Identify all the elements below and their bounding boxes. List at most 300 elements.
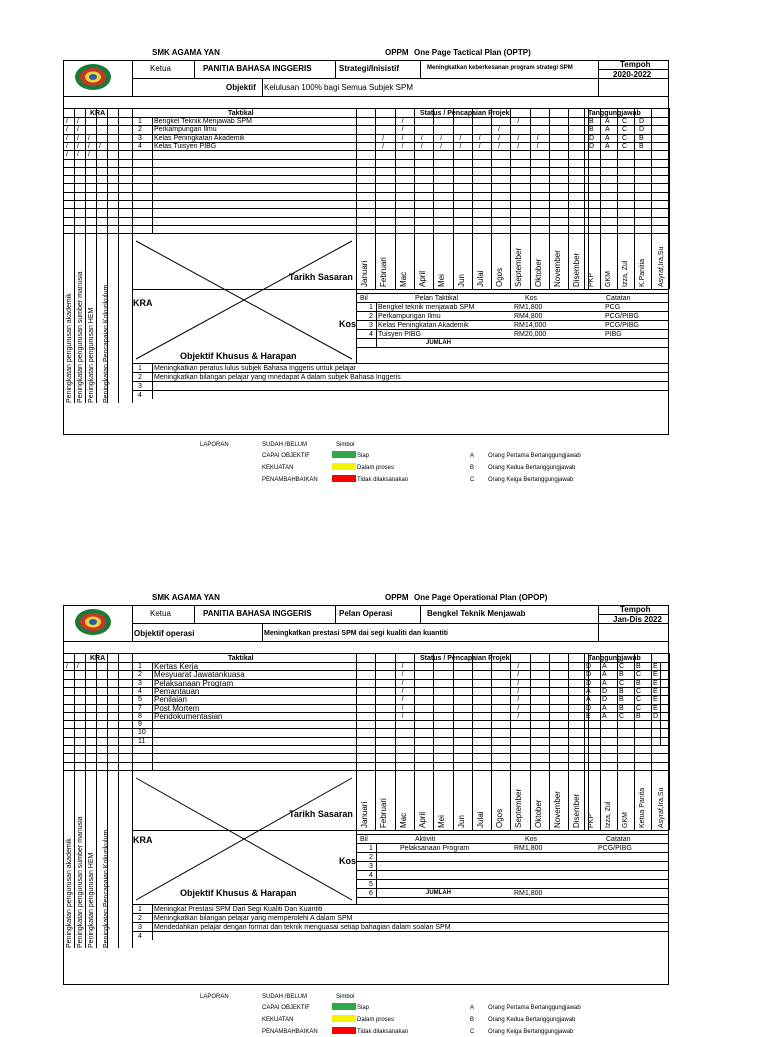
month-label: Januari <box>360 801 369 828</box>
v-line <box>568 233 569 289</box>
resp-person-label: Izza, Zul <box>605 801 612 828</box>
h-line <box>356 879 669 880</box>
kra-mark: / <box>77 151 79 159</box>
resp-mark: E <box>653 696 658 704</box>
cost-no: 1 <box>369 304 373 312</box>
strategy-value: Bengkel Teknik Menjawab <box>427 609 526 618</box>
objective-text: Mendedahkan pelajar dengan format dan teknik menguasai setiap bahagian dalam soalan SPM <box>154 923 451 931</box>
grid-row-line <box>63 737 669 738</box>
resp-person-label: GKM <box>622 811 629 828</box>
resp-mark: C <box>619 663 625 670</box>
month-mark: / <box>517 687 520 695</box>
tanggung-header: Tanggungjawab <box>588 110 641 117</box>
v-line <box>453 653 454 770</box>
kra-mark: / <box>77 142 79 150</box>
month-mark: / <box>517 118 520 125</box>
legend-simbol: Simbol <box>336 442 355 448</box>
v-line <box>376 302 377 347</box>
taktikal-header: Taktikal <box>228 655 254 662</box>
v-line <box>433 770 434 830</box>
month-mark: / <box>478 134 481 142</box>
task-name: Pemantauan <box>154 686 200 696</box>
swatch-siap <box>332 451 356 458</box>
legend-simbol: Simbol <box>336 994 355 1000</box>
h-line <box>63 96 669 97</box>
month-label: Julai <box>475 811 485 828</box>
month-mark: / <box>382 134 385 142</box>
v-line <box>414 653 415 770</box>
legend-laporan: LAPORAN <box>200 442 229 448</box>
v-line <box>194 60 195 78</box>
cost-no: 4 <box>369 331 373 339</box>
resp-mark: C <box>619 679 625 687</box>
v-line <box>118 770 119 948</box>
cost-note: PCG/PIBG <box>598 844 632 852</box>
legend-a-text: Orang Pertama Bertanggungjawab <box>488 453 581 459</box>
v-line <box>85 653 86 770</box>
grid-row-line <box>63 208 669 209</box>
resp-mark: B <box>636 679 641 687</box>
v-line <box>634 233 635 289</box>
month-label: Julai <box>475 270 485 288</box>
resp-mark: A <box>586 687 591 695</box>
h-line <box>356 888 669 889</box>
month-mark: / <box>401 679 404 687</box>
v-line <box>395 233 396 289</box>
month-mark: / <box>440 134 443 142</box>
month-mark: / <box>401 134 404 142</box>
v-line <box>472 770 473 830</box>
v-line <box>530 108 531 233</box>
v-line <box>510 233 511 289</box>
v-line <box>568 108 569 233</box>
cost-amount: RM1,800 <box>514 304 543 312</box>
tempoh-value: 2020-2022 <box>613 70 652 79</box>
resp-mark: C <box>622 142 628 150</box>
h-line <box>63 641 669 642</box>
resp-mark: C <box>622 126 628 134</box>
month-mark: / <box>401 704 404 712</box>
resp-mark: C <box>622 118 628 125</box>
v-line <box>549 108 550 233</box>
v-line <box>414 233 415 289</box>
kra-vertical-label: Peningkatan Pencapaian Kokurikulum <box>103 829 110 948</box>
month-mark: / <box>498 126 501 134</box>
resp-mark: E <box>653 671 658 679</box>
jumlah-label: JUMLAH <box>426 889 451 896</box>
kra-mark: / <box>88 142 90 150</box>
v-line <box>414 108 415 233</box>
committee-name: PANITIA BAHASA INGGERIS <box>203 609 312 618</box>
grid-row-line <box>63 217 669 218</box>
v-line <box>568 653 569 770</box>
objective-label: Objektif operasi <box>134 629 195 638</box>
month-label: November <box>553 790 562 828</box>
v-line <box>491 653 492 770</box>
v-line <box>530 770 531 830</box>
v-line <box>152 662 153 770</box>
resp-mark: D <box>586 671 592 679</box>
v-line <box>85 233 86 403</box>
legend-a-text: Orang Pertama Bertanggungjawab <box>488 1005 581 1011</box>
cost-no: 3 <box>369 862 373 870</box>
cost-name: Kelas Peningkatan Akademik <box>378 322 469 330</box>
month-label: April <box>417 271 427 288</box>
resp-mark: D <box>586 704 592 712</box>
v-line <box>588 233 589 289</box>
resp-mark: D <box>586 679 592 687</box>
v-line <box>132 108 133 233</box>
month-label: September <box>514 248 524 288</box>
cost-amount: RM4,800 <box>514 313 543 321</box>
v-line <box>634 108 635 233</box>
task-number: 1 <box>138 663 142 670</box>
kra-mark: / <box>77 118 79 125</box>
legend-penambahbaikan: PENAMBAHBAIKAN <box>262 1029 318 1035</box>
task-number: 11 <box>138 737 146 745</box>
kra-mark: / <box>66 126 68 134</box>
cost-amount: RM1,800 <box>514 844 543 852</box>
legend-tidak: Tidak dilaksanakan <box>357 1029 409 1035</box>
swatch-tidak <box>332 475 356 482</box>
status-header: Status / Pencapaian Projek <box>420 110 510 117</box>
legend-sudah: SUDAH /BELUM <box>262 994 308 1000</box>
diagram-kra-label: KRA <box>133 298 153 309</box>
resp-mark: A <box>605 142 610 150</box>
v-line <box>375 233 376 289</box>
task-name: Kertas Kerja <box>154 662 199 671</box>
v-line <box>600 770 601 830</box>
jumlah-no: 6 <box>369 889 373 897</box>
v-line <box>669 653 670 770</box>
resp-mark: A <box>602 671 607 679</box>
kra-diagram-cross <box>132 774 356 904</box>
status-header: Status / Pencapaian Projek <box>420 655 510 662</box>
kra-mark: / <box>77 134 79 142</box>
cost-name: Tuisyen PIBG <box>378 331 421 339</box>
task-number: 9 <box>138 721 142 729</box>
strategy-label: Strategi/Inisistif <box>339 64 400 73</box>
v-line <box>669 233 670 289</box>
month-label: Mac <box>398 272 408 288</box>
v-line <box>107 233 108 403</box>
legend-capai: CAPAI OBJEKTIF <box>262 1005 310 1011</box>
resp-mark: D <box>586 663 592 670</box>
grid-row-line <box>63 762 669 763</box>
month-mark: / <box>401 118 404 125</box>
resp-person-label: PKP <box>588 273 595 288</box>
v-line <box>584 770 585 830</box>
diagram-kra-label: KRA <box>133 834 153 845</box>
resp-mark: A <box>602 712 607 720</box>
legend-laporan: LAPORAN <box>200 994 229 1000</box>
plan-title: One Page Operational Plan (OPOP) <box>414 593 548 602</box>
v-line <box>335 60 336 78</box>
month-mark: / <box>517 671 520 679</box>
jumlah-value: RM1,800 <box>514 889 543 897</box>
cost-no: 3 <box>369 322 373 330</box>
v-line <box>375 108 376 233</box>
legend-proses: Dalam proses <box>357 1017 395 1023</box>
swatch-siap <box>332 1003 356 1010</box>
v-line <box>617 108 618 233</box>
resp-mark: C <box>636 696 642 704</box>
month-mark: / <box>420 142 423 150</box>
month-mark: / <box>517 142 520 150</box>
committee-name: PANITIA BAHASA INGGERIS <box>203 64 312 73</box>
cost-header: Kos <box>525 295 538 303</box>
cost-note: PCG/PIBG <box>605 322 639 330</box>
grid-row-line <box>63 167 669 168</box>
cost-header: Catatan <box>606 295 631 303</box>
objective-no: 2 <box>138 374 142 382</box>
task-number: 10 <box>138 729 146 737</box>
v-line <box>96 108 97 233</box>
objective-no: 2 <box>138 914 142 922</box>
v-line <box>600 108 601 233</box>
taktikal-header: Taktikal <box>228 110 254 117</box>
month-label: Mei <box>437 274 447 288</box>
v-line <box>85 770 86 948</box>
v-line <box>651 770 652 830</box>
resp-mark: A <box>605 126 610 134</box>
legend-b: B <box>470 1017 475 1023</box>
v-line <box>152 117 153 233</box>
task-number: 8 <box>138 712 142 720</box>
v-line <box>132 653 133 770</box>
resp-mark: A <box>602 704 607 712</box>
resp-mark: D <box>602 687 608 695</box>
resp-mark: D <box>653 712 659 720</box>
resp-mark: E <box>586 712 591 720</box>
task-name: Penilaian <box>154 695 187 705</box>
v-line <box>395 108 396 233</box>
month-label: September <box>514 788 524 828</box>
v-line <box>107 108 108 233</box>
v-line <box>85 108 86 233</box>
diagram-kos-label: Kos <box>339 855 357 866</box>
month-mark: / <box>459 134 462 142</box>
resp-mark: A <box>602 663 607 670</box>
month-mark: / <box>440 142 443 150</box>
month-mark: / <box>498 142 501 150</box>
v-line <box>356 653 357 770</box>
diagram-tarikh-label: Tarikh Sasaran <box>289 808 353 819</box>
h-line <box>356 870 669 871</box>
month-mark: / <box>420 134 423 142</box>
grid-row-line <box>63 200 669 201</box>
task-name: Perkampungan Ilmu <box>154 126 217 134</box>
h-line <box>356 347 669 348</box>
v-line <box>617 770 618 830</box>
cost-no: 2 <box>369 313 373 321</box>
v-line <box>584 653 585 770</box>
v-line <box>63 233 64 403</box>
grid-row-line <box>63 728 669 729</box>
kra-vertical-label: Peningkatan pengurusan sumber manusia <box>77 271 84 404</box>
v-line <box>152 363 153 399</box>
cost-header: Aktiviti <box>415 835 436 843</box>
v-line <box>356 770 357 904</box>
h-line <box>132 381 669 382</box>
resp-mark: E <box>653 704 658 712</box>
month-mark: / <box>401 687 404 695</box>
grid-row-line <box>63 175 669 176</box>
objective-text: Meningkatkan bilangan pelajar yang mnedapat A dalam subjek Bahasa Inggeris <box>154 374 401 382</box>
v-line <box>262 78 263 96</box>
h-line <box>356 897 669 898</box>
month-mark: / <box>401 712 404 720</box>
v-line <box>651 653 652 770</box>
strategy-label: Pelan Operasi <box>339 609 393 618</box>
v-line <box>433 233 434 289</box>
month-mark: / <box>536 142 539 150</box>
month-mark: / <box>517 663 520 670</box>
legend-b-text: Orang Kedua Bertanggungjawab <box>488 465 576 471</box>
resp-mark: B <box>636 712 641 720</box>
kra-mark: / <box>88 134 90 142</box>
grid-row-line <box>63 753 669 754</box>
resp-mark: B <box>639 134 644 142</box>
v-line <box>63 108 64 233</box>
month-label: April <box>417 811 427 828</box>
task-name: Mesyuarat Jawatankuasa <box>154 670 245 680</box>
v-line <box>491 108 492 233</box>
cost-name: Pelaksanaan Program <box>400 844 470 852</box>
cost-header: Catatan <box>606 835 631 843</box>
cost-name: Bengkel teknik menjawab SPM <box>378 304 475 312</box>
v-line <box>634 770 635 830</box>
cost-header: Pelan Taktikal <box>415 295 459 303</box>
resp-mark: B <box>619 696 624 704</box>
v-line <box>118 233 119 403</box>
swatch-proses <box>332 1015 356 1022</box>
kra-mark: / <box>99 142 101 150</box>
legend-b-text: Orang Kedua Bertanggungjawab <box>488 1017 576 1023</box>
grid-row-line <box>63 745 669 746</box>
strategy-value: Meningkatkan keberkesanan program strategi SPM <box>427 65 573 71</box>
v-line <box>395 770 396 830</box>
legend-kekuatan: KEKUATAN <box>262 465 294 471</box>
month-mark: / <box>517 704 520 712</box>
resp-mark: C <box>636 704 642 712</box>
resp-person-label: K.Panitia <box>639 259 646 288</box>
objective-text: Meningkatkan peratus lulus subjek Bahasa Inggeris untuk pelajar <box>154 365 356 373</box>
v-line <box>132 233 133 399</box>
v-line <box>107 770 108 948</box>
grid-row-line <box>63 770 669 771</box>
resp-person-label: Ketua Panita <box>639 787 646 828</box>
v-line <box>584 233 585 289</box>
task-number: 2 <box>138 671 142 679</box>
month-mark: / <box>536 134 539 142</box>
v-line <box>433 653 434 770</box>
tempoh-value: Jan-Dis 2022 <box>613 615 662 624</box>
v-line <box>549 653 550 770</box>
resp-mark: E <box>653 687 658 695</box>
v-line <box>118 653 119 770</box>
swatch-tidak <box>332 1027 356 1034</box>
v-line <box>96 233 97 403</box>
v-line <box>510 653 511 770</box>
month-label: Jun <box>456 814 466 828</box>
cost-amount: RM20,000 <box>514 331 547 339</box>
objective-no: 1 <box>138 365 142 373</box>
kra-vertical-label: Peningkatan pengurusan HEM <box>88 852 95 948</box>
diagram-kos-label: Kos <box>339 319 357 330</box>
v-line <box>335 605 336 623</box>
legend-kekuatan: KEKUATAN <box>262 1017 294 1023</box>
grid-row-line <box>63 192 669 193</box>
v-line <box>96 653 97 770</box>
month-mark: / <box>517 712 520 720</box>
legend-c: C <box>470 1029 475 1035</box>
month-label: Januari <box>360 260 369 288</box>
objective-label: Objektif <box>226 83 256 92</box>
v-line <box>375 770 376 830</box>
school-name: SMK AGAMA YAN <box>152 593 220 602</box>
v-line <box>530 653 531 770</box>
diagram-objektif-label: Objektif Khusus & Harapan <box>180 351 297 362</box>
resp-mark: B <box>619 687 624 695</box>
v-line <box>510 770 511 830</box>
v-line <box>96 770 97 948</box>
task-name: Kelas Tuisyen PIBG <box>154 142 217 150</box>
h-line <box>132 78 669 79</box>
month-label: Ogos <box>495 268 505 288</box>
v-line <box>262 623 263 641</box>
legend-c: C <box>470 477 475 483</box>
task-number: 2 <box>138 126 142 134</box>
v-line <box>634 653 635 770</box>
v-line <box>669 770 670 830</box>
month-mark: / <box>498 134 501 142</box>
school-logo <box>73 63 113 91</box>
h-line <box>63 108 669 109</box>
cost-name: Perkampungan Ilmu <box>378 313 441 321</box>
legend-a: A <box>470 453 475 459</box>
month-label: Mei <box>437 815 447 828</box>
resp-mark: D <box>589 142 595 150</box>
ketua-label: Ketua <box>150 609 171 618</box>
task-number: 3 <box>138 134 142 142</box>
v-line <box>74 233 75 403</box>
tanggung-header: Tanggungjawab <box>588 655 641 662</box>
plan-title: One Page Tactical Plan (OPTP) <box>414 48 531 57</box>
month-label: Oktober <box>533 258 543 288</box>
v-line <box>376 843 377 897</box>
objective-no: 3 <box>138 923 142 931</box>
h-line <box>132 623 669 624</box>
resp-mark: B <box>589 126 594 134</box>
kra-diagram-cross <box>132 237 356 363</box>
month-label: November <box>553 250 562 288</box>
tempoh-label: Tempoh <box>620 60 651 69</box>
objective-no: 3 <box>138 383 142 391</box>
month-mark: / <box>382 142 385 150</box>
v-line <box>491 770 492 830</box>
jumlah-label: JUMLAH <box>426 340 451 347</box>
task-number: 7 <box>138 704 142 712</box>
kra-mark: / <box>66 142 68 150</box>
v-line <box>530 233 531 289</box>
resp-mark: C <box>636 671 642 679</box>
kra-header: KRA <box>90 110 106 117</box>
school-name: SMK AGAMA YAN <box>152 48 220 57</box>
kra-mark: / <box>66 663 68 670</box>
resp-mark: A <box>586 696 591 704</box>
v-line <box>118 108 119 233</box>
